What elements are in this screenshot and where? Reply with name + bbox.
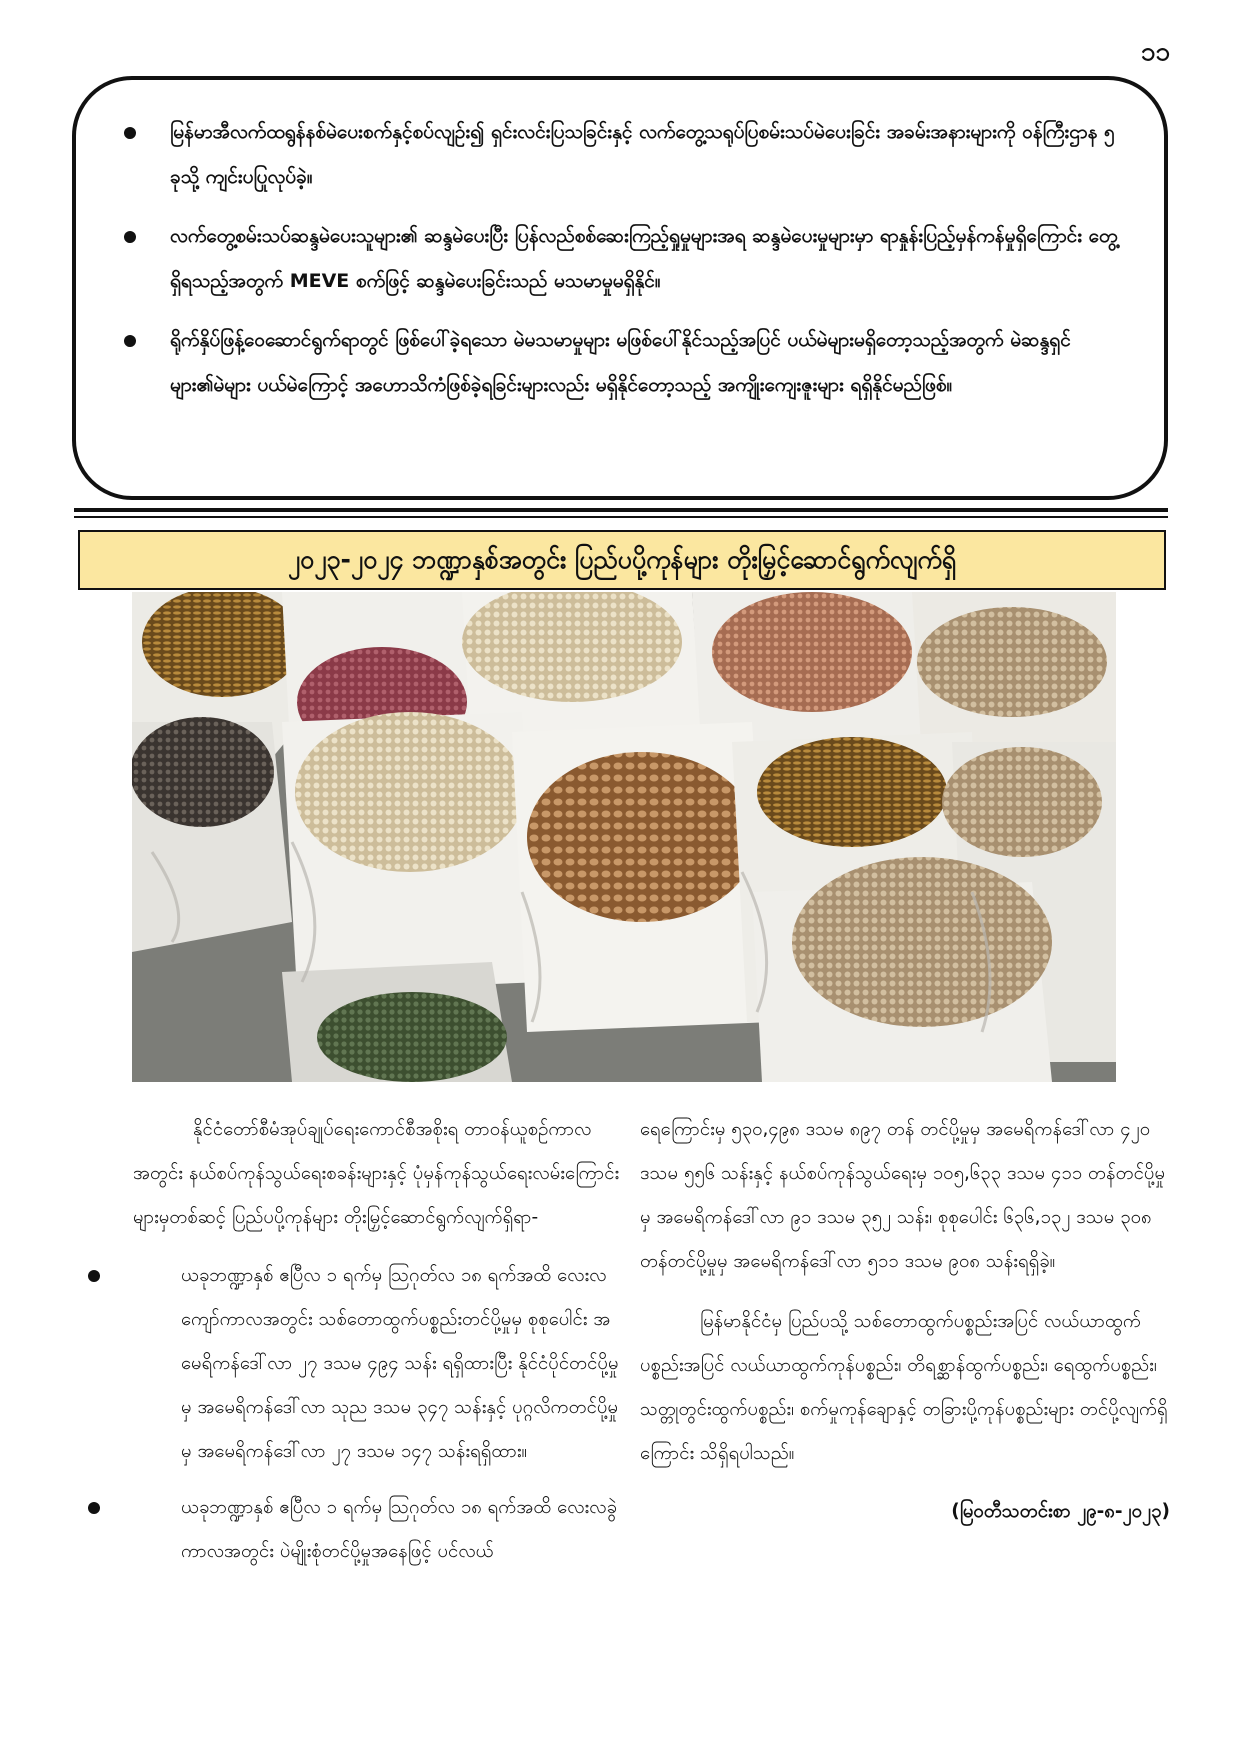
- summary-bullet-item: မြန်မာအီလက်ထရွန်နစ်မဲပေးစက်နှင့်စပ်လျဉ်း၍ ရှင်းလင်းပြသခြင်းနှင့် လက်တွေ့သရုပ်ပြစမ်းသပ်မဲပေးခြင်း အခမ်းအနားများကို ဝန်ကြီးဌာန ၅ ခုသို့ ကျင်းပပြုလုပ်ခဲ့။: [116, 110, 1124, 200]
- summary-callout-box: [72, 76, 1168, 500]
- bean-sacks-photo: [132, 592, 1116, 1082]
- bean-sacks-illustration: [132, 592, 1116, 1082]
- divider-thick: [74, 508, 1168, 512]
- divider-thin: [74, 516, 1168, 518]
- summary-bullet-list: [116, 110, 1124, 408]
- article-column-left: [133, 1108, 623, 1586]
- article-column-right: [640, 1108, 1170, 1534]
- bean-export-paragraph: ရေကြောင်းမှ ၅၃၀,၄၉၈ ဒသမ ၈၉၇ တန် တင်ပို့မှုမှ အမေရိကန်ဒေါ်လာ ၄၂၀ ဒသမ ၅၅၆ သန်းနှင့် နယ်စပ်ကုန်သွယ်ရေးမှ ၁၀၅,၆၃၃ ဒသမ ၄၁၁ တန်တင်ပို့မှုမှ အမေရိကန်ဒေါ်လာ ၉၁ ဒသမ ၃၅၂ သန်း၊ စုစုပေါင်း ၆၃၆,၁၃၂ ဒသမ ၃၀၈ တန်တင်ပို့မှုမှ အမေရိကန်ဒေါ်လာ ၅၁၁ ဒသမ ၉၀၈ သန်းရရှိခဲ့။: [640, 1119, 1166, 1272]
- page-number: ၁၁: [1140, 37, 1170, 67]
- article-headline: ၂၀၂၃-၂၀၂၄ ဘဏ္ဍာနှစ်အတွင်း ပြည်ပပို့ကုန်များ တိုးမြှင့်ဆောင်ရွက်လျက်ရှိ: [78, 530, 1166, 590]
- source-citation: (မြဝတီသတင်းစာ ၂၉-၈-၂၀၂၃): [951, 1501, 1170, 1522]
- export-bullet-item: ယခုဘဏ္ဍာနှစ် ဧပြီလ ၁ ရက်မှ ဩဂုတ်လ ၁၈ ရက်အထိ လေးလခွဲကာလအတွင်း ပဲမျိုးစုံတင်ပို့မှုအနေဖြင့် ပင်လယ်: [133, 1486, 623, 1574]
- summary-bullet-item: လက်တွေ့စမ်းသပ်ဆန္ဒမဲပေးသူများ၏ ဆန္ဒမဲပေးပြီး ပြန်လည်စစ်ဆေးကြည့်ရှုမှုများအရ ဆန္ဒမဲပေးမှုများမှာ ရာနှုန်းပြည့်မှန်ကန်မှုရှိကြောင်း တွေ့ရှိရသည့်အတွက် MEVE စက်ဖြင့် ဆန္ဒမဲပေးခြင်းသည် မသမာမှုမရှိနိုင်။: [116, 214, 1124, 304]
- export-items-paragraph: မြန်မာနိုင်ငံမှ ပြည်ပသို့ သစ်တောထွက်ပစ္စည်းအပြင် လယ်ယာထွက်ပစ္စည်းအပြင် လယ်ယာထွက်ကုန်ပစ္စည်း၊ တိရစ္ဆာန်ထွက်ပစ္စည်း၊ ရေထွက်ပစ္စည်း၊ သတ္တုတွင်းထွက်ပစ္စည်း၊ စက်မှုကုန်ချောနှင့် တခြားပို့ကုန်ပစ္စည်းများ တင်ပို့လျက်ရှိကြောင်း သိရှိရပါသည်။: [640, 1311, 1168, 1464]
- intro-paragraph: နိုင်ငံတော်စီမံအုပ်ချုပ်ရေးကောင်စီအစိုးရ တာဝန်ယူစဉ်ကာလအတွင်း နယ်စပ်ကုန်သွယ်ရေးစခန်းများနှင့် ပုံမှန်ကုန်သွယ်ရေးလမ်းကြောင်းများမှတစ်ဆင့် ပြည်ပပို့ကုန်များ တိုးမြှင့်ဆောင်ရွက်လျက်ရှိရာ-: [133, 1119, 620, 1228]
- export-bullet-list: [133, 1254, 623, 1574]
- summary-bullet-item: ရိုက်နှိပ်ဖြန့်ဝေဆောင်ရွက်ရာတွင် ဖြစ်ပေါ်ခဲ့ရသော မဲမသမာမှုများ မဖြစ်ပေါ်နိုင်သည့်အပြင် ပယ်မဲများမရှိတော့သည့်အတွက် မဲဆန္ဒရှင်များ၏မဲများ ပယ်မဲကြောင့် အဟောသိကံဖြစ်ခဲ့ရခြင်းများလည်း မရှိနိုင်တော့သည့် အကျိုးကျေးဇူးများ ရရှိနိုင်မည်ဖြစ်။: [116, 318, 1124, 408]
- export-bullet-item: ယခုဘဏ္ဍာနှစ် ဧပြီလ ၁ ရက်မှ ဩဂုတ်လ ၁၈ ရက်အထိ လေးလကျော်ကာလအတွင်း သစ်တောထွက်ပစ္စည်းတင်ပို့မှုမှ စုစုပေါင်း အမေရိကန်ဒေါ်လာ ၂၇ ဒသမ ၄၉၄ သန်း ရရှိထားပြီး နိုင်ငံပိုင်တင်ပို့မှုမှ အမေရိကန်ဒေါ်လာ သုည ဒသမ ၃၄၇ သန်းနှင့် ပုဂ္ဂလိကတင်ပို့မှုမှ အမေရိကန်ဒေါ်လာ ၂၇ ဒသမ ၁၄၇ သန်းရရှိထား။: [133, 1254, 623, 1474]
